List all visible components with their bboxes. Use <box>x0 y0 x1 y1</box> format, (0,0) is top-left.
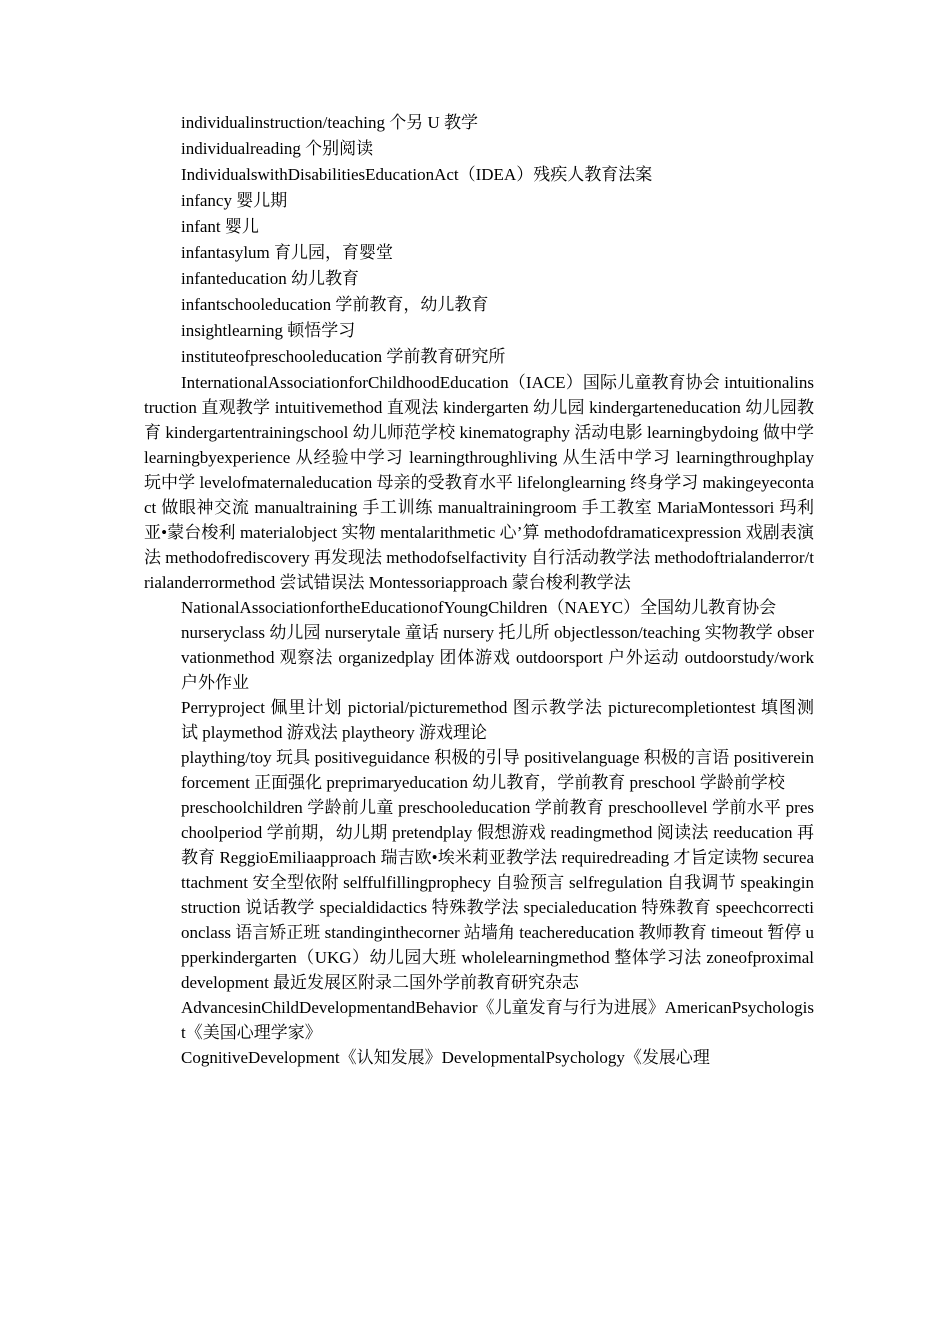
paragraph-iace: InternationalAssociationforChildhoodEducation（IACE）国际儿童教育协会 intuitionalinstruction 直观教学 intuitivemethod 直观法 kindergarten 幼儿园 kindergarteneducation 幼儿园教育 kindergartentrainingschool 幼儿师范学校 kinematography 活动电影 learningbydoing 做中学 learningbyexperience 从经验中学习 learningthroughliving 从生活中学习 learningthroughplay 玩中学 levelofmaternaleducation 母亲的受教育水平 lifelonglearning 终身学习 makingeyecontact 做眼神交流 manualtraining 手工训练 manualtrainingroom 手工教室 MariaMontessori 玛利亚•蒙台梭利 materialobject 实物 mentalarithmetic 心’算 methodofdramaticexpression 戏剧表演法 methodofrediscovery 再发现法 methodofselfactivity 自行活动教学法 methodoftrialanderror/trialanderrormethod 尝试错误法 Montessoriapproach 蒙台梭利教学法 <box>144 373 814 592</box>
entry-infant: infant 婴儿 <box>181 217 259 236</box>
block-nursery: nurseryclass 幼儿园 nurserytale 童话 nursery 托儿所 objectlesson/teaching 实物教学 observationmethod 观察法 organizedplay 团体游戏 outdoorsport 户外运动 outdoorstudy/work 户外作业 <box>181 623 814 692</box>
paragraph-naeyc: NationalAssociationfortheEducationofYoungChildren（NAEYC）全国幼儿教育协会 <box>181 598 777 617</box>
glossary-body <box>144 110 814 1070</box>
entry-infancy: infancy 婴儿期 <box>181 191 288 210</box>
entry-infant-asylum: infantasylum 育儿园，育婴堂 <box>181 243 394 262</box>
block-plaything: plaything/toy 玩具 positiveguidance 积极的引导 positivelanguage 积极的言语 positivereinforcement 正面强化 preprimaryeducation 幼儿教育，学前教育 preschool 学龄前学校 <box>181 748 814 792</box>
block-perry: Perryproject 佩里计划 pictorial/picturemethod 图示教学法 picturecompletiontest 填图测试 playmethod 游戏法 playtheory 游戏理论 <box>181 698 814 742</box>
entry-individual-reading: individualreading 个别阅读 <box>181 139 374 158</box>
entry-infant-education: infanteducation 幼儿教育 <box>181 269 359 288</box>
entry-institute-preschool: instituteofpreschooleducation 学前教育研究所 <box>181 347 506 366</box>
entry-idea: IndividualswithDisabilitiesEducationAct（IDEA）残疾人教育法案 <box>181 165 653 184</box>
entry-individual-instruction: individualinstruction/teaching 个另 U 教学 <box>181 113 478 132</box>
block-advances: AdvancesinChildDevelopmentandBehavior《儿童发育与行为进展》AmericanPsychologist《美国心理学家》 <box>181 998 814 1042</box>
entry-insight-learning: insightlearning 顿悟学习 <box>181 321 356 340</box>
block-preschool-children: preschoolchildren 学龄前儿童 preschooleducation 学前教育 preschoollevel 学前水平 preschoolperiod 学前期，幼儿期 pretendplay 假想游戏 readingmethod 阅读法 reeducation 再教育 ReggioEmiliaapproach 瑞吉欧•埃米莉亚教学法 requiredreading 才旨定读物 secureattachment 安全型依附 selffulfillingprophecy 自验预言 selfregulation 自我调节 speakinginstruction 说话教学 specialdidactics 特殊教学法 specialeducation 特殊教育 speechcorrectionclass 语言矫正班 standinginthecorner 站墙角 teachereducation 教师教育 timeout 暂停 upperkindergarten（UKG）幼儿园大班 wholelearningmethod 整体学习法 zoneofproximaldevelopment 最近发展区附录二国外学前教育研究杂志 <box>181 798 814 992</box>
entry-infant-school-education: infantschooleducation 学前教育，幼儿教育 <box>181 295 489 314</box>
block-cognitive: CognitiveDevelopment《认知发展》DevelopmentalPsychology《发展心理 <box>181 1048 710 1067</box>
